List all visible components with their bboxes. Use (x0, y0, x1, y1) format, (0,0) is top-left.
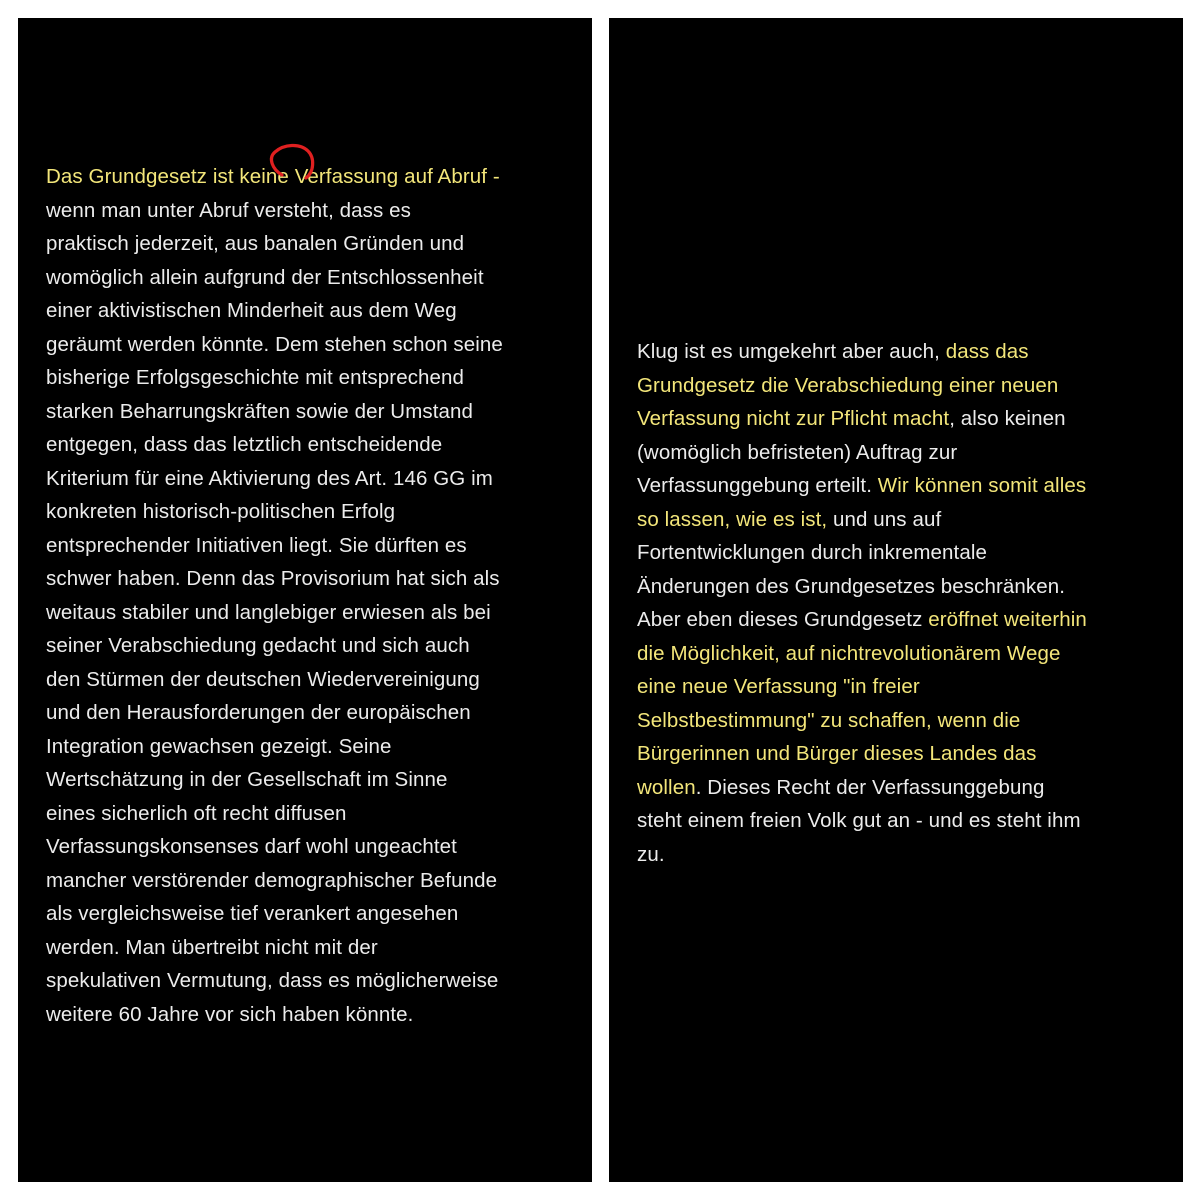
text-line (637, 469, 1167, 503)
text-line (46, 562, 574, 596)
text-line (46, 395, 574, 429)
highlighted-text: dass das (945, 340, 1029, 363)
body-text: Fortentwicklungen durch inkrementale (637, 541, 987, 564)
left-paragraph (46, 160, 574, 1031)
body-text: spekulativen Vermutung, dass es möglicherweise (46, 969, 499, 992)
body-text: weitere 60 Jahre vor sich haben könnte. (46, 1002, 414, 1026)
body-text: entgegen, dass das letztlich entscheidende (46, 433, 443, 456)
body-text: den Stürmen der deutschen Wiedervereinigung (46, 667, 480, 691)
text-line (46, 462, 574, 496)
body-text: geräumt werden könnte. Dem stehen schon seine (46, 332, 503, 356)
highlighted-text: Das Grundgesetz ist keine Verfassung auf Abruf - (46, 165, 500, 188)
text-line (46, 160, 574, 194)
text-line (46, 864, 574, 898)
text-line (637, 771, 1167, 805)
body-text: , also keinen (949, 407, 1066, 430)
body-text: als vergleichsweise tief verankert angesehen (46, 902, 459, 925)
body-text: und den Herausforderungen der europäischen (46, 701, 471, 724)
body-text: eines sicherlich oft recht diffusen (46, 801, 347, 825)
text-line (46, 964, 574, 998)
text-line (46, 529, 574, 563)
body-text: bisherige Erfolgsgeschichte mit entsprechend (46, 366, 465, 389)
text-line (46, 596, 574, 630)
body-text: starken Beharrungskräften sowie der Umstand (46, 399, 474, 423)
highlighted-text: Grundgesetz die Verabschiedung einer neuen (637, 373, 1059, 397)
text-line (46, 931, 574, 965)
text-line (46, 294, 574, 328)
highlighted-text: wollen (637, 775, 696, 799)
text-line (637, 737, 1167, 771)
body-text: schwer haben. Denn das Provisorium hat sich als (46, 567, 500, 590)
body-text: zu. (637, 842, 665, 866)
text-line (637, 503, 1167, 537)
body-text: Aber eben dieses Grundgesetz (637, 608, 929, 631)
text-line (637, 436, 1167, 470)
text-line (637, 603, 1167, 637)
text-line (46, 830, 574, 864)
text-line (46, 495, 574, 529)
text-line (46, 663, 574, 697)
body-text: Kriterium für eine Aktivierung des Art. 146 GG im (46, 466, 493, 490)
left-text-panel (18, 18, 592, 1182)
text-line (637, 402, 1167, 436)
body-text: entsprechender Initiativen liegt. Sie dürften es (46, 533, 467, 557)
body-text: (womöglich befristeten) Auftrag zur (637, 440, 958, 464)
text-line (637, 369, 1167, 403)
body-text: einer aktivistischen Minderheit aus dem Weg (46, 299, 457, 322)
highlighted-text: eröffnet weiterhin (928, 608, 1087, 631)
body-text: Integration gewachsen gezeigt. Seine (46, 734, 392, 758)
text-line (637, 536, 1167, 570)
text-line (46, 428, 574, 462)
text-line (637, 704, 1167, 738)
text-line (46, 763, 574, 797)
text-line (637, 838, 1167, 872)
text-line (46, 227, 574, 261)
body-text: . Dieses Recht der Verfassunggebung (695, 775, 1045, 799)
body-text: steht einem freien Volk gut an - und es steht ihm (637, 809, 1081, 832)
text-line (46, 194, 574, 228)
text-line (46, 629, 574, 663)
text-line (46, 730, 574, 764)
text-line (46, 797, 574, 831)
body-text: Verfassungskonsenses darf wohl ungeachtet (46, 835, 457, 858)
highlighted-text: so lassen, wie es ist, (637, 507, 828, 531)
text-line (637, 804, 1167, 838)
right-text-panel (609, 18, 1183, 1182)
highlighted-text: Bürgerinnen und Bürger dieses Landes das (637, 742, 1037, 765)
text-line (637, 570, 1167, 604)
text-line (46, 897, 574, 931)
body-text: Verfassunggebung erteilt. (637, 474, 878, 497)
text-line (637, 670, 1167, 704)
body-text: Klug ist es umgekehrt aber auch, (637, 340, 946, 363)
highlighted-text: eine neue Verfassung "in freier (637, 675, 920, 698)
body-text: Änderungen des Grundgesetzes beschränken. (637, 574, 1066, 598)
body-text: konkreten historisch-politischen Erfolg (46, 500, 396, 523)
text-line (46, 261, 574, 295)
right-paragraph (637, 335, 1167, 871)
body-text: Wertschätzung in der Gesellschaft im Sinne (46, 768, 448, 791)
body-text: mancher verstörender demographischer Befunde (46, 868, 498, 892)
body-text: werden. Man übertreibt nicht mit der (46, 935, 378, 959)
highlighted-text: Wir können somit alles (877, 474, 1087, 497)
text-line (637, 335, 1167, 369)
body-text: wenn man unter Abruf versteht, dass es (46, 198, 412, 222)
body-text: und uns auf (827, 507, 942, 531)
text-line (637, 637, 1167, 671)
text-line (46, 361, 574, 395)
body-text: weitaus stabiler und langlebiger erwiesen als bei (46, 600, 491, 624)
text-line (46, 328, 574, 362)
body-text: seiner Verabschiedung gedacht und sich auch (46, 634, 470, 657)
body-text: praktisch jederzeit, aus banalen Gründen und (46, 232, 465, 255)
highlighted-text: Verfassung nicht zur Pflicht macht (637, 407, 950, 430)
text-line (46, 998, 574, 1032)
highlighted-text: Selbstbestimmung" zu schaffen, wenn die (637, 708, 1021, 732)
body-text: womöglich allein aufgrund der Entschlossenheit (46, 265, 484, 289)
text-line (46, 696, 574, 730)
highlighted-text: die Möglichkeit, auf nichtrevolutionärem Wege (637, 641, 1061, 665)
